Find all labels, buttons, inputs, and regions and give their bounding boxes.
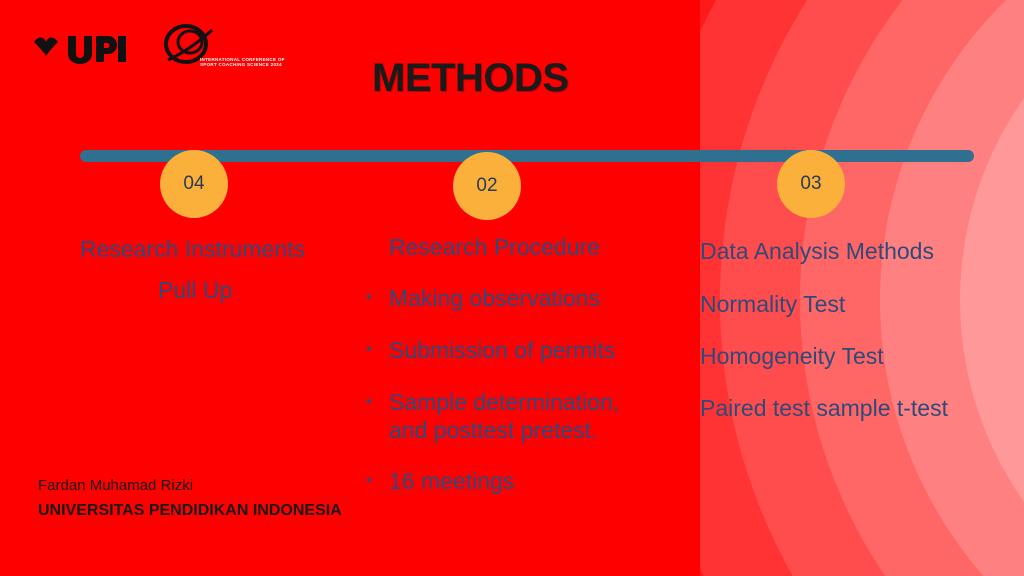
step-item-2-3: Sample determination,: [389, 389, 620, 415]
bullet-icon: •: [366, 472, 372, 489]
step-item-3-2: Homogeneity Test: [700, 343, 884, 369]
step-circle-3: 03: [777, 150, 845, 218]
bullet-icon: •: [366, 289, 372, 306]
step-item-2-1: Making observations: [389, 285, 600, 311]
author-name: Fardan Muhamad Rizki: [38, 477, 194, 494]
step-heading-1: Research Instruments: [80, 236, 305, 262]
step-heading-3: Data Analysis Methods: [700, 238, 934, 264]
step-item-1-1: Pull Up: [158, 277, 233, 303]
step-circle-2: 02: [453, 152, 521, 220]
bullet-icon: •: [366, 341, 372, 358]
step-heading-2: Research Procedure: [389, 234, 600, 260]
step-item-3-1: Normality Test: [700, 291, 846, 317]
step-item-3-3: Paired test sample t-test: [700, 395, 948, 421]
step-item-2-4: 16 meetings: [389, 468, 515, 494]
page-title: METHODS: [372, 56, 569, 100]
conference-logo-text: INTERNATIONAL CONFERENCE OF SPORT COACHING SCIENCE 2024: [200, 57, 285, 67]
step-item-2-3-cont: and posttest pretest.: [389, 417, 598, 443]
university-name: UNIVERSITAS PENDIDIKAN INDONESIA: [38, 502, 342, 519]
conference-logo: [160, 20, 290, 80]
step-circle-1: 04: [160, 150, 228, 218]
bullet-icon: •: [366, 393, 372, 410]
step-item-2-2: Submission of permits: [389, 337, 616, 363]
upi-logo: [32, 28, 132, 68]
